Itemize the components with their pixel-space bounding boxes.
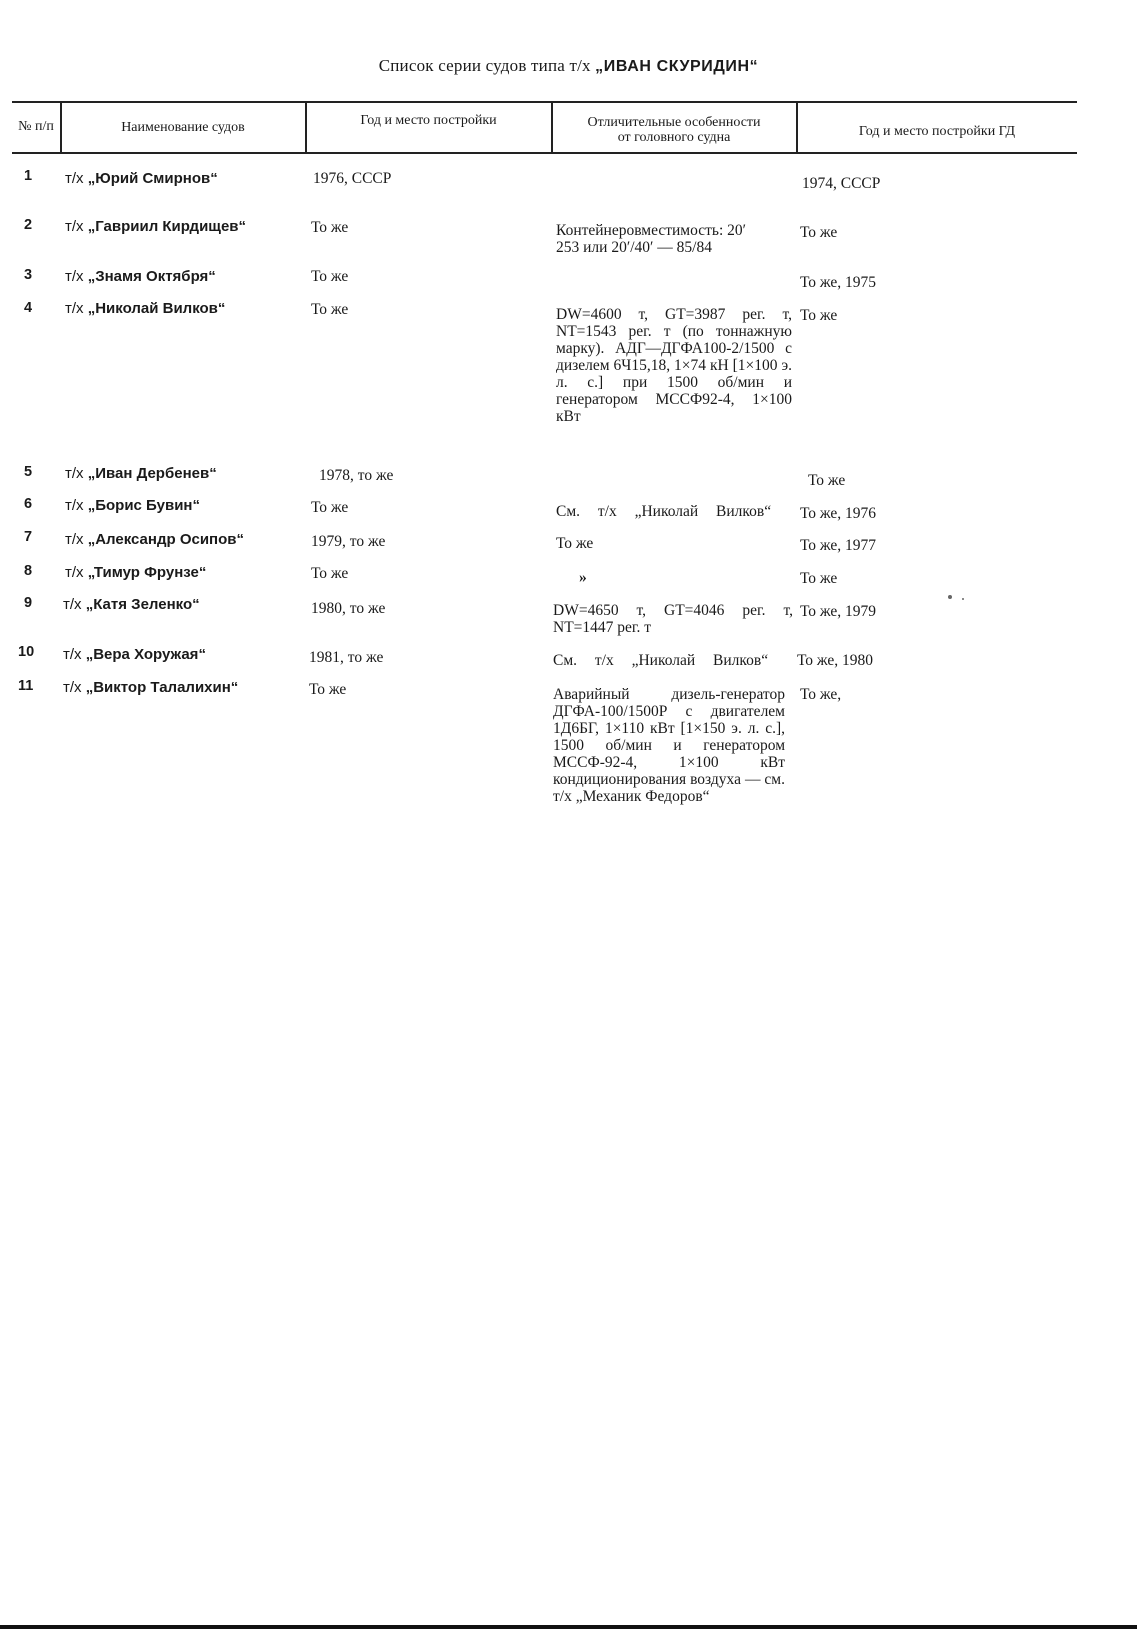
row-7-num: 7 bbox=[24, 529, 33, 545]
row-8-num: 8 bbox=[24, 563, 33, 579]
document-title bbox=[0, 56, 1137, 76]
row-6-num: 6 bbox=[24, 496, 33, 512]
row-9-engine: То же, 1979 bbox=[800, 603, 877, 620]
row-6-features: См. т/х „Николай Вилков“ bbox=[556, 503, 772, 520]
row-8-features: » bbox=[579, 569, 587, 586]
row-5-name: т/х „Иван Дербенев“ bbox=[65, 465, 217, 482]
header-built: Год и место постройки bbox=[360, 113, 497, 128]
title-ship-type: „ИВАН СКУРИДИН“ bbox=[595, 58, 759, 75]
row-1-num: 1 bbox=[24, 168, 33, 184]
row-1-engine: 1974, СССР bbox=[802, 175, 881, 192]
row-4-name: т/х „Николай Вилков“ bbox=[65, 300, 226, 317]
row-7-features: То же bbox=[556, 535, 594, 552]
row-8-name: т/х „Тимур Фрунзе“ bbox=[65, 564, 207, 581]
row-3-engine: То же, 1975 bbox=[800, 274, 877, 291]
scan-speck bbox=[948, 595, 952, 599]
row-4-features: DW=4600 т, GT=3987 рег. т, NT=1543 рег. т (по тоннажную марку). АДГ—ДГФА100-2/1500 с дизелем 6Ч15,18, 1×74 кН [1×100 э. л. с.] при 1500 об/мин и генератором МССФ92-4, 1×100 кВт bbox=[556, 306, 792, 425]
header-name: Наименование судов bbox=[121, 120, 245, 135]
row-10-num: 10 bbox=[18, 644, 35, 660]
row-11-features: Аварийный дизель-генератор ДГФА-100/1500Р с двигателем 1Д6БГ, 1×110 кВт [1×150 э. л. с.], 1500 об/мин и генератором МССФ-92-4, 1×100 кВт кондиционирования воздуха — см. т/х „Механик Федоров“ bbox=[553, 686, 785, 805]
row-5-num: 5 bbox=[24, 464, 33, 480]
row-5-engine: То же bbox=[808, 472, 846, 489]
row-2-name: т/х „Гавриил Кирдищев“ bbox=[65, 218, 247, 235]
header-features-line2: от головного судна bbox=[617, 130, 731, 145]
row-4-num: 4 bbox=[24, 300, 33, 316]
row-9-built: 1980, то же bbox=[311, 600, 386, 617]
row-11-built: То же bbox=[309, 681, 347, 698]
row-10-engine: То же, 1980 bbox=[797, 652, 874, 669]
row-6-built: То же bbox=[311, 499, 349, 516]
row-7-name: т/х „Александр Осипов“ bbox=[65, 531, 244, 548]
row-11-name: т/х „Виктор Талалихин“ bbox=[63, 679, 239, 696]
page-bottom-edge bbox=[0, 1625, 1137, 1629]
row-4-built: То же bbox=[311, 301, 349, 318]
row-3-num: 3 bbox=[24, 267, 33, 283]
row-6-engine: То же, 1976 bbox=[800, 505, 877, 522]
header-engine: Год и место постройки ГД bbox=[858, 124, 1016, 139]
row-5-built: 1978, то же bbox=[319, 467, 394, 484]
row-10-name: т/х „Вера Хоружая“ bbox=[63, 646, 206, 663]
row-7-built: 1979, то же bbox=[311, 533, 386, 550]
row-6-name: т/х „Борис Бувин“ bbox=[65, 497, 200, 514]
row-11-num: 11 bbox=[18, 678, 34, 694]
row-2-num: 2 bbox=[24, 217, 33, 233]
row-9-features: DW=4650 т, GT=4046 рег. т, NT=1447 рег. т bbox=[553, 602, 793, 636]
row-10-built: 1981, то же bbox=[309, 649, 384, 666]
row-8-built: То же bbox=[311, 565, 349, 582]
row-3-name: т/х „Знамя Октября“ bbox=[65, 268, 216, 285]
row-9-name: т/х „Катя Зеленко“ bbox=[63, 596, 200, 613]
row-8-engine: То же bbox=[800, 570, 838, 587]
header-features-line1: Отличительные особенности bbox=[587, 115, 761, 130]
title-prefix: Список серии судов типа т/х bbox=[378, 56, 596, 75]
row-3-built: То же bbox=[311, 268, 349, 285]
row-1-name: т/х „Юрий Смирнов“ bbox=[65, 170, 218, 187]
row-7-engine: То же, 1977 bbox=[800, 537, 877, 554]
row-2-built: То же bbox=[311, 219, 349, 236]
row-2-features: Контейнеровместимость: 20′ 253 или 20′/40′ — 85/84 bbox=[556, 222, 747, 256]
header-num: № п/п bbox=[18, 119, 54, 134]
row-9-num: 9 bbox=[24, 595, 33, 611]
row-2-engine: То же bbox=[800, 224, 838, 241]
row-10-features: См. т/х „Николай Вилков“ bbox=[553, 652, 769, 669]
header-bottom-rule bbox=[12, 152, 1077, 154]
table-top-rule bbox=[12, 101, 1077, 103]
row-4-engine: То же bbox=[800, 307, 838, 324]
scan-speck bbox=[962, 598, 964, 600]
row-11-engine: То же, bbox=[800, 686, 842, 703]
row-1-built: 1976, СССР bbox=[313, 170, 392, 187]
